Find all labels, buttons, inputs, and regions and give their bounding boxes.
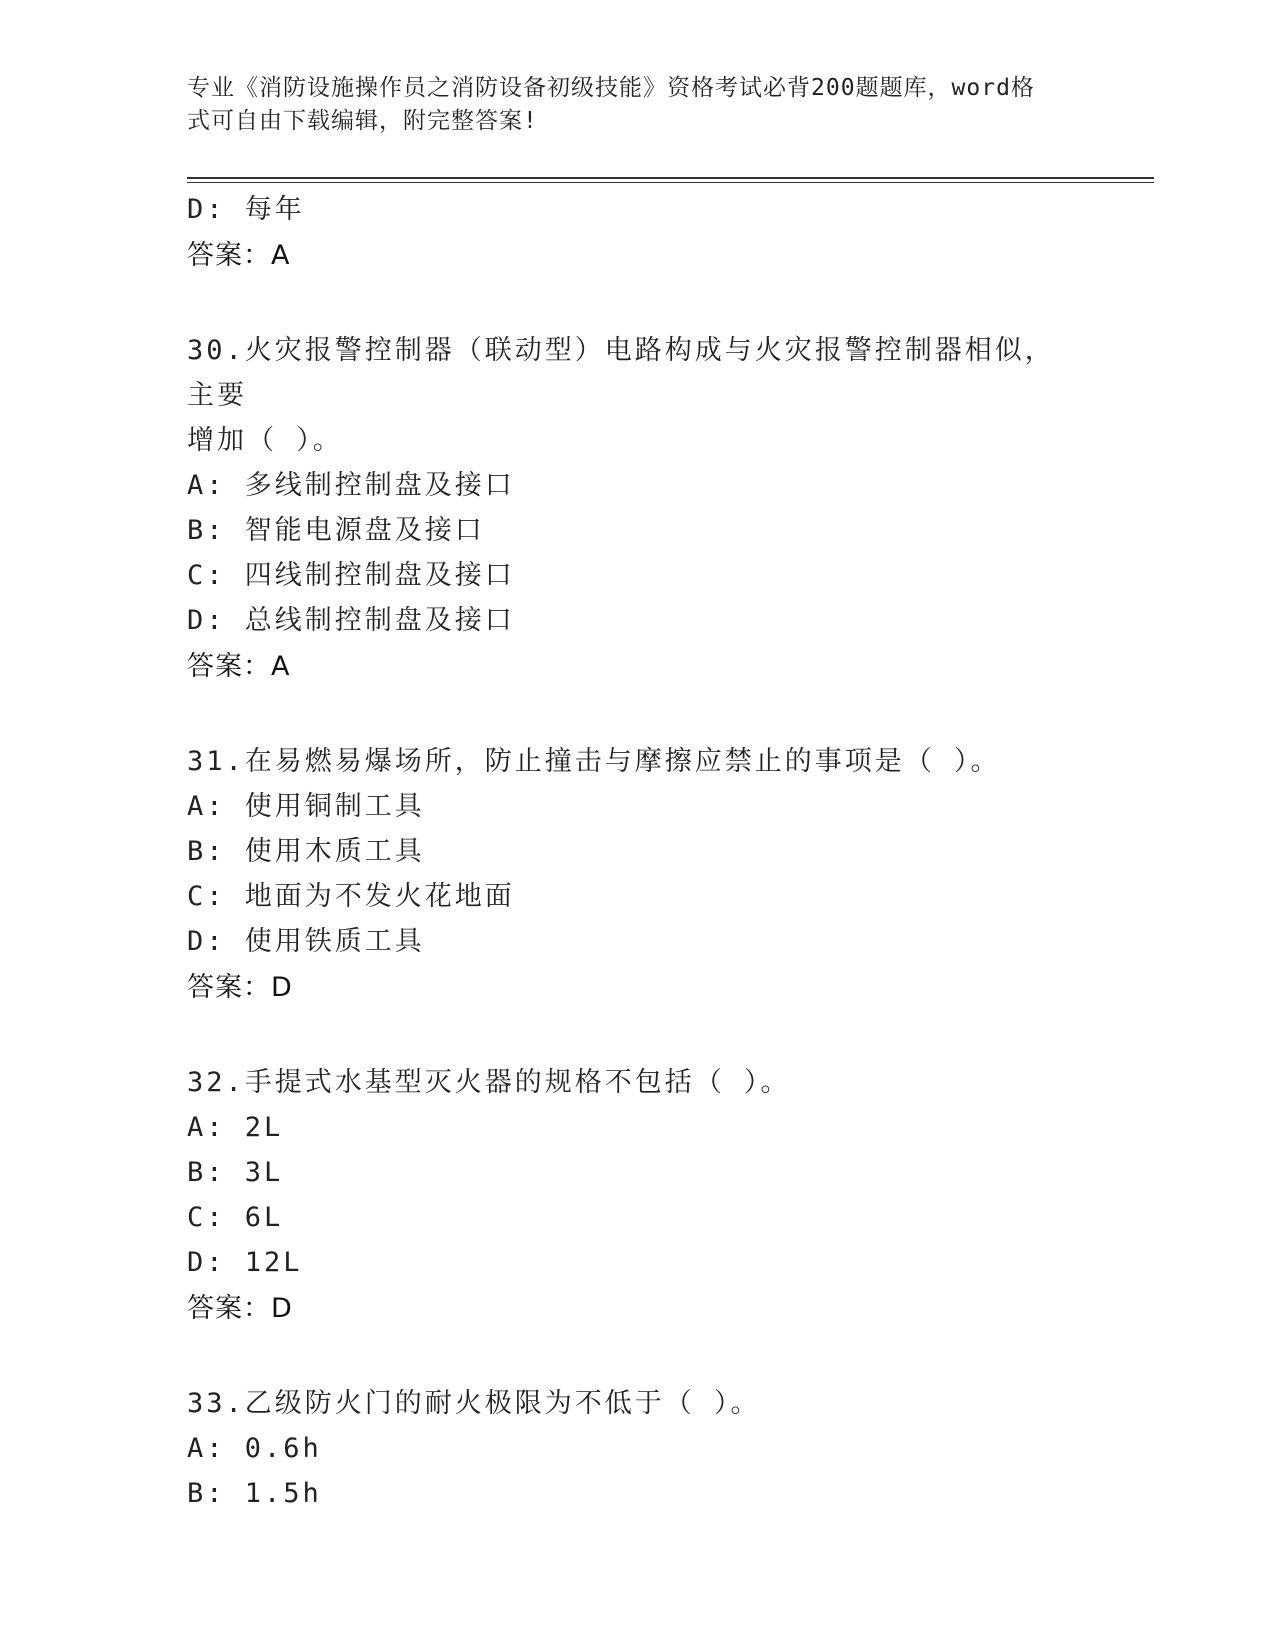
- question-33: [187, 1381, 1087, 1516]
- question-32-stem-line-1: 32.手提式水基型灭火器的规格不包括（ ）。: [187, 1067, 791, 1098]
- question-31-stem-line-1: 31.在易燃易爆场所，防止撞击与摩擦应禁止的事项是（ ）。: [187, 746, 1001, 777]
- header-title-line-1: 专业《消防设施操作员之消防设备初级技能》资格考试必背200题题库，word格: [187, 75, 1035, 101]
- question-33-option-a: A: 0.6h: [187, 1433, 322, 1464]
- question-33-stem: [187, 1381, 1067, 1426]
- prev-option-d: D: 每年: [187, 194, 305, 225]
- question-31-option-a: A: 使用铜制工具: [187, 791, 425, 822]
- question-30-answer: 答案：A: [187, 651, 291, 682]
- question-32-option-d: D: 12L: [187, 1247, 303, 1278]
- question-33-stem-line-1: 33.乙级防火门的耐火极限为不低于（ ）。: [187, 1388, 761, 1419]
- spacer: [187, 279, 1087, 324]
- question-32: [187, 1060, 1087, 1332]
- question-31: [187, 739, 1087, 1011]
- header-divider-thin: [187, 182, 1154, 183]
- spacer: [187, 1011, 1087, 1056]
- spacer: [187, 1332, 1087, 1377]
- question-32-answer: 答案：D: [187, 1293, 293, 1324]
- question-32-option-a: A: 2L: [187, 1112, 284, 1143]
- question-31-answer: 答案：D: [187, 972, 293, 1003]
- spacer: [187, 690, 1087, 735]
- question-32-stem: [187, 1060, 1067, 1105]
- prev-answer: 答案：A: [187, 240, 291, 271]
- question-list: [187, 187, 1087, 1516]
- question-30-option-a: A: 多线制控制盘及接口: [187, 470, 515, 501]
- question-30: [187, 328, 1087, 690]
- question-30-stem: [187, 328, 1067, 463]
- question-30-option-c: C: 四线制控制盘及接口: [187, 560, 515, 591]
- question-31-option-b: B: 使用木质工具: [187, 836, 425, 867]
- question-32-option-c: C: 6L: [187, 1202, 284, 1233]
- question-30-stem-line-2: 增加（ ）。: [187, 425, 343, 456]
- question-33-option-b: B: 1.5h: [187, 1478, 322, 1509]
- question-30-stem-line-1: 30.火灾报警控制器（联动型）电路构成与火灾报警控制器相似，主要: [187, 335, 1055, 411]
- question-30-option-b: B: 智能电源盘及接口: [187, 515, 485, 546]
- header-divider-thick: [187, 177, 1154, 179]
- question-30-option-d: D: 总线制控制盘及接口: [187, 605, 515, 636]
- question-31-stem: [187, 739, 1067, 784]
- document-header: [187, 72, 1067, 138]
- question-31-option-c: C: 地面为不发火花地面: [187, 881, 515, 912]
- question-32-option-b: B: 3L: [187, 1157, 284, 1188]
- header-title-line-2: 式可自由下载编辑，附完整答案!: [187, 108, 538, 134]
- question-31-option-d: D: 使用铁质工具: [187, 926, 425, 957]
